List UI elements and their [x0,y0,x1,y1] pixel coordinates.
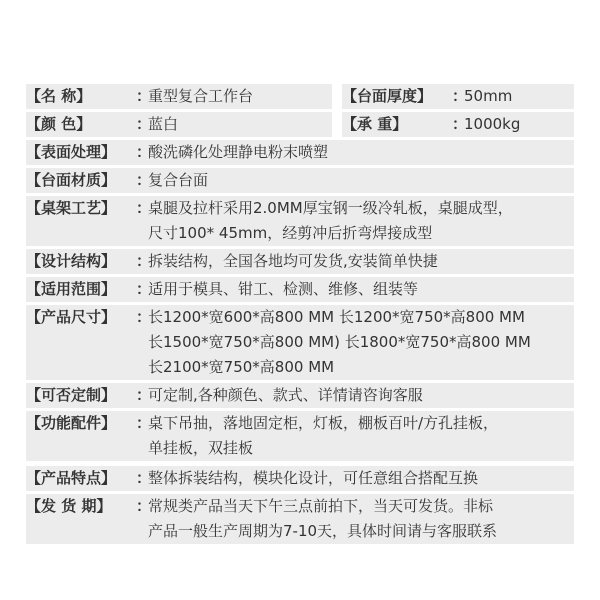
value-thickness: 50mm [464,87,513,105]
spec-row-accessories [26,411,574,461]
value-custom: 可定制,各种颜色、款式、详情请咨询客服 [148,386,423,404]
value-surface: 酸洗磷化处理静电粉末喷塑 [148,143,329,161]
spec-row-name [26,84,332,109]
label-accessories: 【功能配件】 [26,414,117,432]
spec-row-thickness [342,84,574,109]
spec-row-frame [26,196,574,246]
separator: ： [136,143,152,161]
value-delivery-line2: 产品一般生产周期为7-10天，具体时间请与客服联系 [148,522,498,540]
value-scope: 适用于模具、钳工、检测、维修、组装等 [148,280,419,298]
label-surface: 【表面处理】 [26,143,117,161]
value-name: 重型复合工作台 [148,87,254,105]
label-sizes: 【产品尺寸】 [26,308,117,326]
label-design: 【设计结构】 [26,252,117,270]
separator: ： [452,115,468,133]
label-color: 【颜 色】 [26,115,92,133]
value-frame-line2: 尺寸100* 45mm，经剪冲后折弯焊接成型 [148,224,433,242]
value-sizes-line2: 长1500*宽750*高800 MM) 长1800*宽750*高800 MM [148,333,531,351]
separator: ： [136,171,152,189]
separator: ： [452,87,468,105]
spec-row-design [26,249,574,274]
spec-row-material [26,168,574,193]
value-sizes-line1: 长1200*宽600*高800 MM 长1200*宽750*高800 MM [148,308,525,326]
value-accessories-line1: 桌下吊抽，落地固定柜，灯板，棚板百叶/方孔挂板， [148,414,499,432]
label-load: 【承 重】 [342,115,408,133]
value-load: 1000kg [464,115,521,133]
value-color: 蓝白 [148,115,179,133]
value-delivery-line1: 常规类产品当天下午三点前拍下，当天可发货。非标 [148,497,494,515]
spec-row-delivery [26,494,574,544]
label-delivery: 【发 货 期】 [26,497,112,515]
spec-row-sizes [26,305,574,380]
separator: ： [136,87,152,105]
label-name: 【名 称】 [26,87,92,105]
separator: ： [136,115,152,133]
separator: ： [136,280,152,298]
spec-row-custom [26,383,574,408]
label-scope: 【适用范围】 [26,280,117,298]
value-accessories-line2: 单挂板，双挂板 [148,439,254,457]
label-material: 【台面材质】 [26,171,117,189]
separator: ： [136,386,152,404]
value-design: 拆装结构，全国各地均可发货,安装简单快捷 [148,252,438,270]
spec-row-features [26,466,574,491]
spec-row-scope [26,277,574,302]
label-custom: 【可否定制】 [26,386,117,404]
separator: ： [136,252,152,270]
value-features: 整体拆装结构，模块化设计，可任意组合搭配互换 [148,469,479,487]
spec-row-load [342,112,574,137]
separator: ： [136,308,152,326]
label-frame: 【桌架工艺】 [26,199,117,217]
separator: ： [136,414,152,432]
separator: ： [136,199,152,217]
value-sizes-line3: 长2100*宽750*高800 MM [148,358,335,376]
separator: ： [136,469,152,487]
spec-row-surface [26,140,574,165]
label-features: 【产品特点】 [26,469,117,487]
label-thickness: 【台面厚度】 [342,87,433,105]
spec-row-color [26,112,332,137]
value-frame-line1: 桌腿及拉杆采用2.0MM厚宝钢一级冷轧板，桌腿成型， [148,199,513,217]
separator: ： [136,497,152,515]
value-material: 复合台面 [148,171,209,189]
